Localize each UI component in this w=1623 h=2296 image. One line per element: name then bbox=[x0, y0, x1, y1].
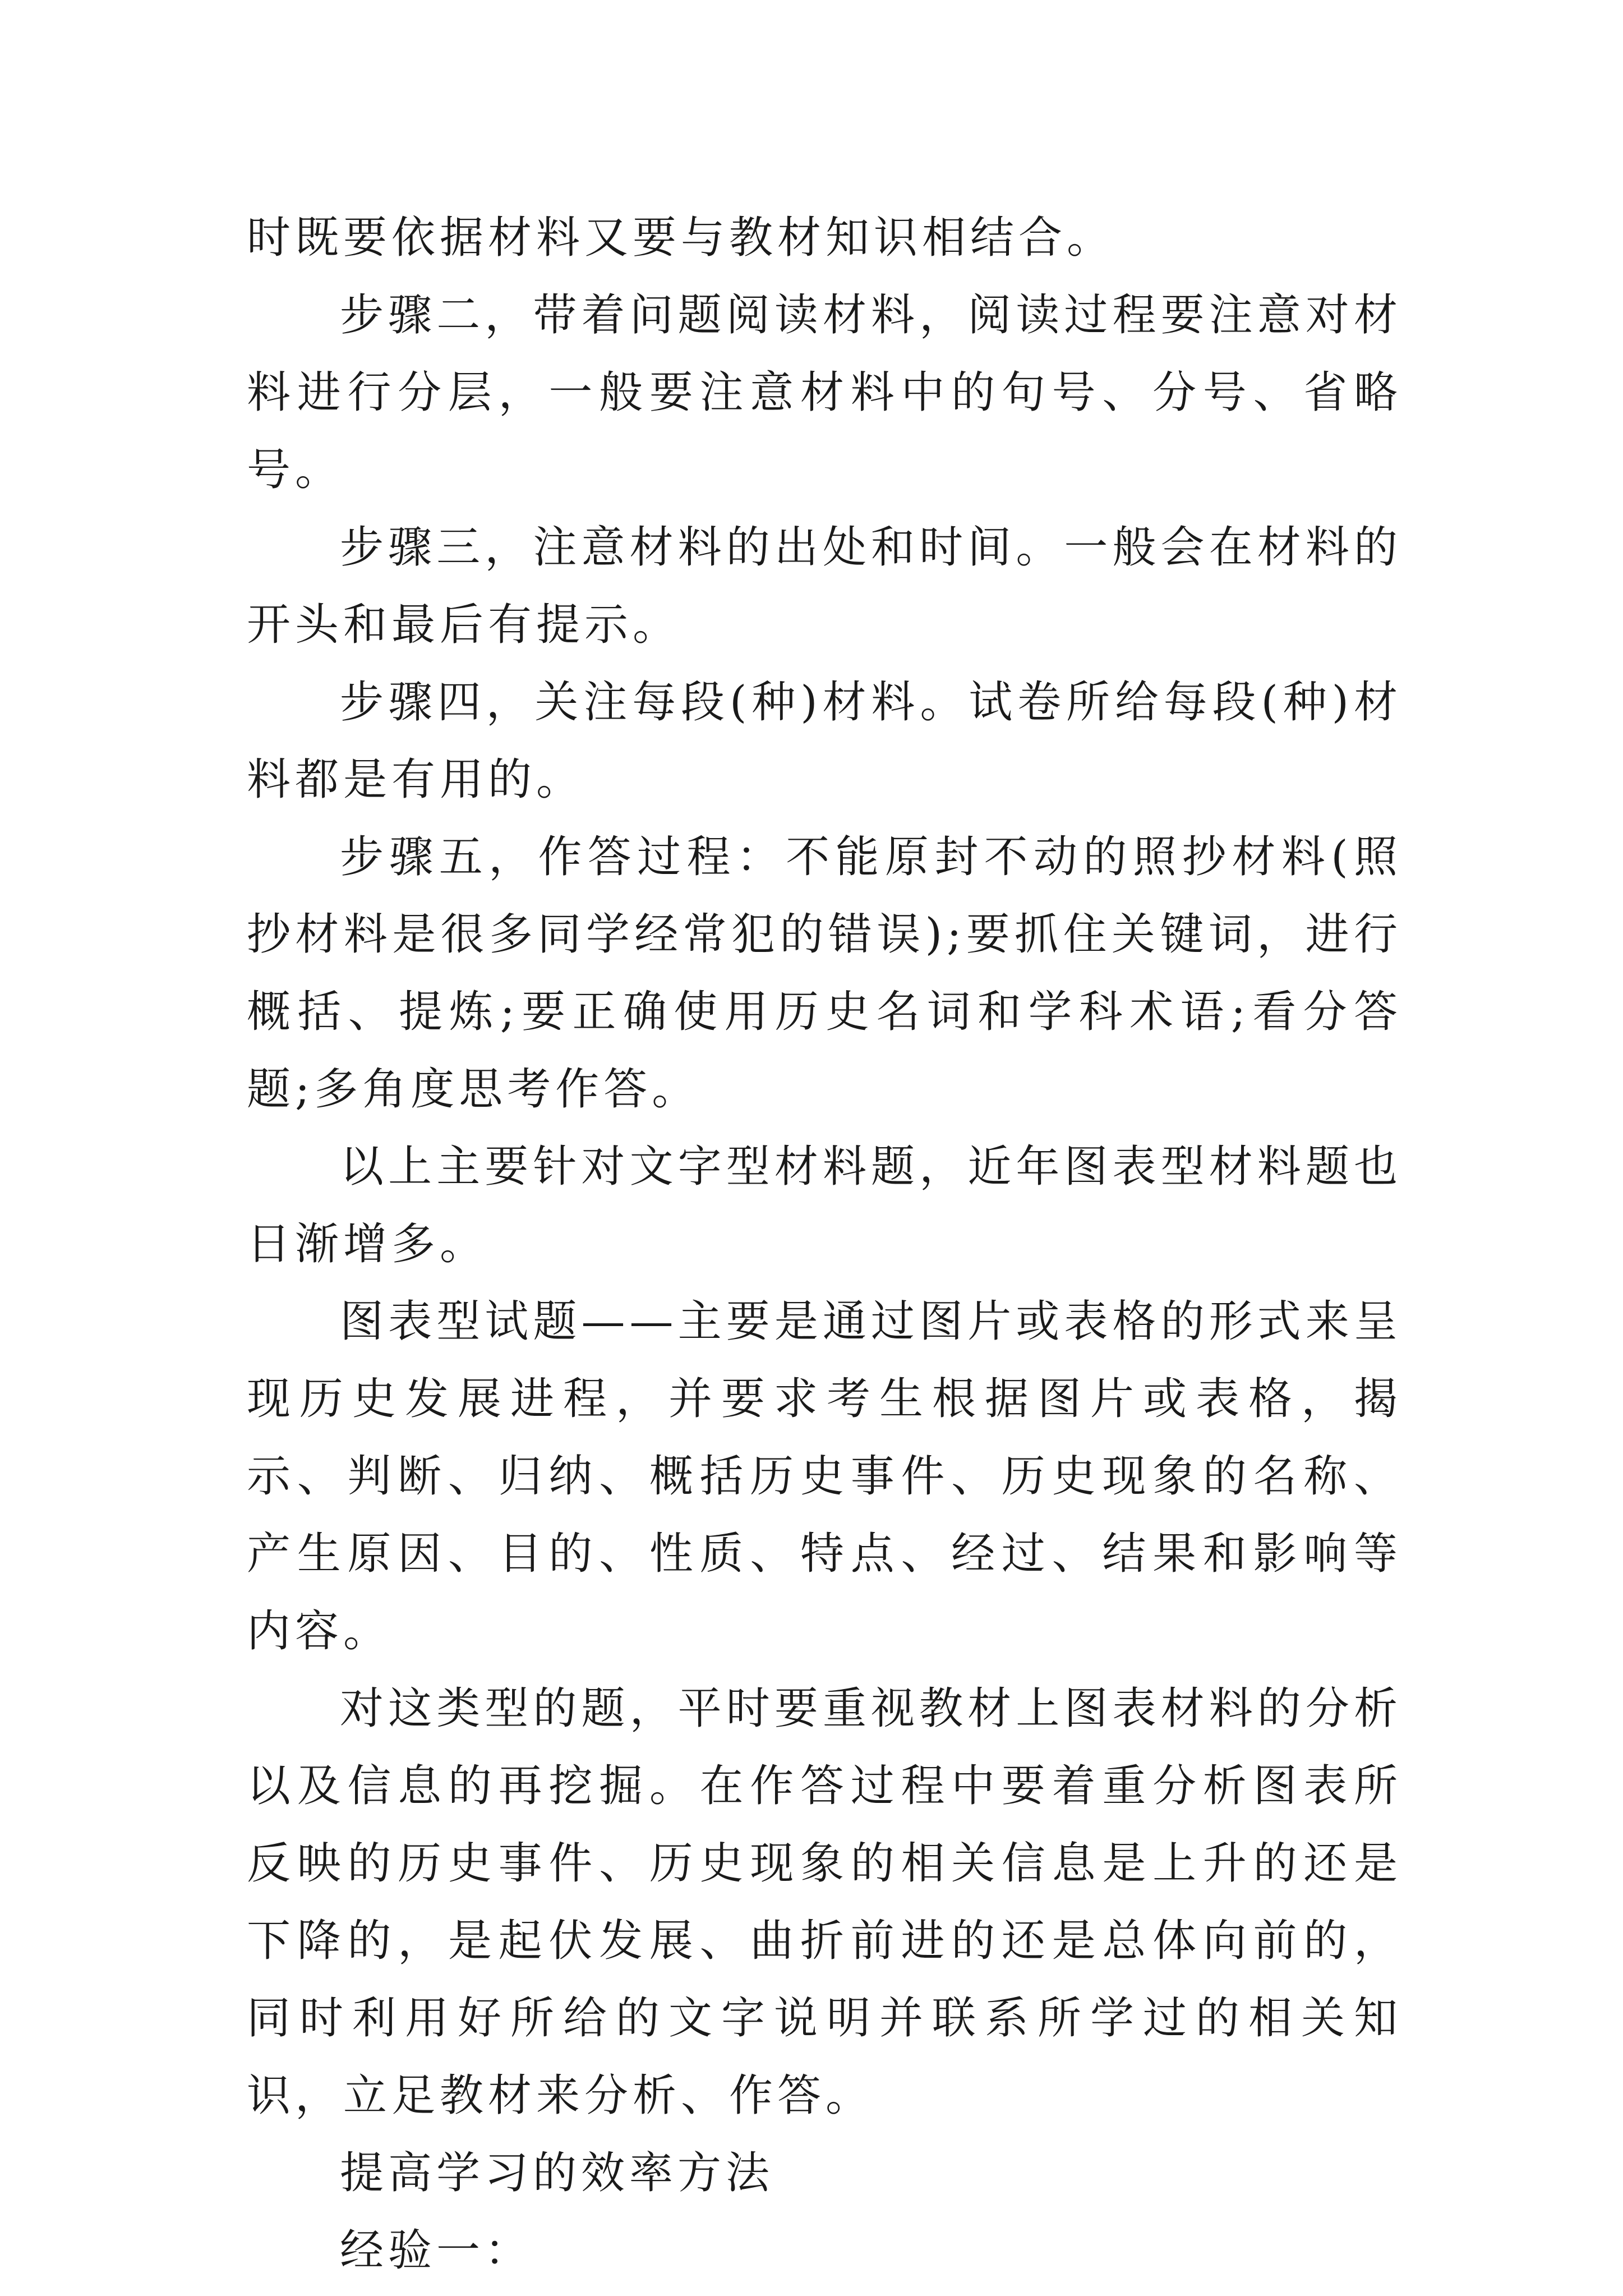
document-body bbox=[247, 199, 1402, 2289]
paragraph-step-five: 步骤五，作答过程：不能原封不动的照抄材料(照抄材料是很多同学经常犯的错误);要抓住关键词，进行概括、提炼;要正确使用历史名词和学科术语;看分答题;多角度思考作答。 bbox=[247, 832, 1402, 1115]
paragraph-step-two: 步骤二，带着问题阅读材料，阅读过程要注意对材料进行分层，一般要注意材料中的句号、分号、省略号。 bbox=[247, 290, 1402, 495]
section-heading-efficiency: 提高学习的效率方法 bbox=[340, 2148, 774, 2198]
paragraph-text-type-note: 以上主要针对文字型材料题，近年图表型材料题也日渐增多。 bbox=[247, 1142, 1402, 1269]
paragraph-step-four: 步骤四，关注每段(种)材料。试卷所给每段(种)材料都是有用的。 bbox=[247, 677, 1402, 805]
subheading-experience-one: 经验一： bbox=[340, 2225, 533, 2276]
paragraph-chart-type-questions: 图表型试题——主要是通过图片或表格的形式来呈现历史发展进程，并要求考生根据图片或表格，揭示、判断、归纳、概括历史事件、历史现象的名称、产生原因、目的、性质、特点、经过、结果和影响等内容。 bbox=[247, 1296, 1402, 1657]
paragraph-chart-analysis: 对这类型的题，平时要重视教材上图表材料的分析以及信息的再挖掘。在作答过程中要着重分析图表所反映的历史事件、历史现象的相关信息是上升的还是下降的，是起伏发展、曲折前进的还是总体向前的，同时利用好所给的文字说明并联系所学过的相关知识，立足教材来分析、作答。 bbox=[247, 1683, 1402, 2121]
paragraph-step-three: 步骤三，注意材料的出处和时间。一般会在材料的开头和最后有提示。 bbox=[247, 522, 1402, 650]
paragraph-continuation: 时既要依据材料又要与教材知识相结合。 bbox=[247, 213, 1115, 263]
